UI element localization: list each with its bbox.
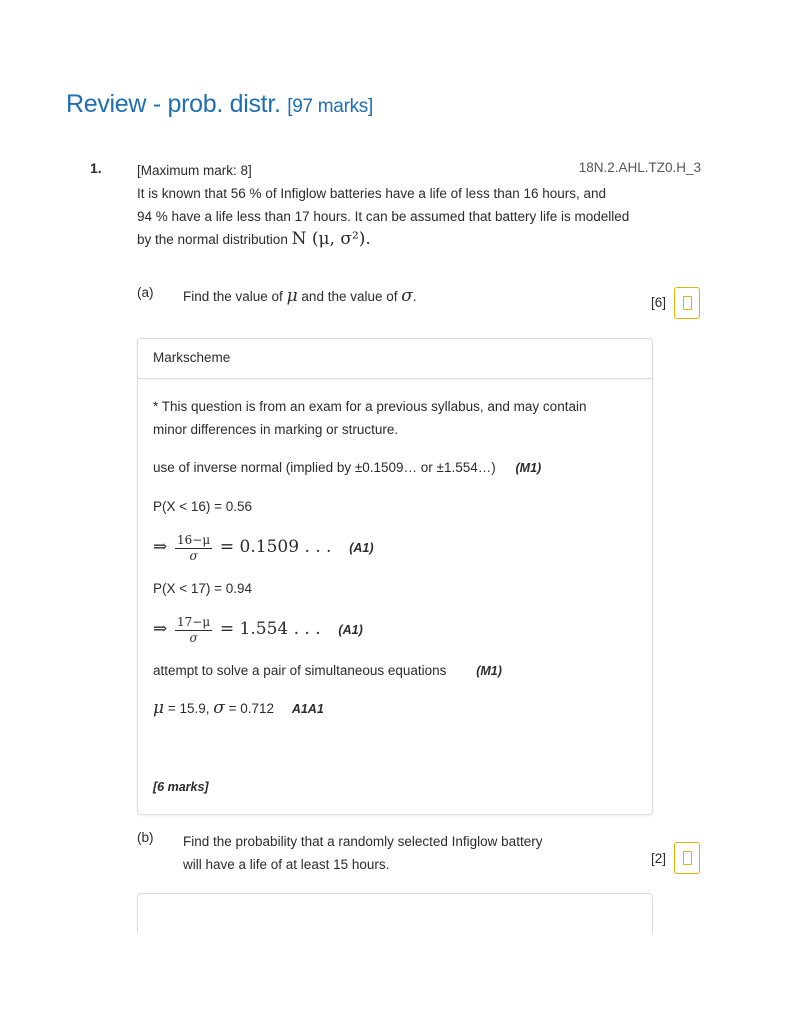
stem-line-3-math: N (μ, σ²). [291, 229, 371, 249]
markscheme-line-5-rhs: = 1.554 . . . [219, 619, 321, 639]
markscheme-note-2: minor differences in marking or structure. [153, 422, 399, 437]
part-b-text-line-1: Find the probability that a randomly selected Infiglow battery [183, 834, 543, 849]
markscheme-line-4: P(X < 17) = 0.94 [153, 581, 253, 596]
markscheme-line-3-rhs: = 0.1509 . . . [219, 537, 332, 557]
line-7-text: = 15.9, [167, 701, 210, 716]
stem-line-3 [137, 228, 677, 251]
question-code: 18N.2.AHL.TZ0.H_3 [578, 160, 701, 175]
part-a-text-end: . [412, 289, 417, 304]
fraction-1 [175, 533, 212, 564]
page-title [66, 90, 373, 119]
part-b-text [183, 830, 542, 876]
markscheme-panel [137, 338, 653, 815]
fraction-2-numerator: 17−μ [177, 614, 211, 629]
stem-line-2: 94 % have a life less than 17 hours. It can be assumed that battery life is modelled [137, 209, 630, 224]
markscheme-line-2: P(X < 16) = 0.56 [153, 499, 253, 514]
implies-arrow: ⇒ [153, 537, 168, 557]
page-title-marks: [97 marks] [287, 96, 373, 117]
part-a-mu: μ [286, 286, 298, 306]
markscheme-panel-b [137, 893, 653, 933]
markscheme-line-3-award: (A1) [349, 541, 374, 555]
markscheme-line-1-text: use of inverse normal (implied by ±0.1509… or ±1.554…) [153, 460, 496, 475]
fraction-1-denominator: σ [189, 548, 198, 563]
part-a-text-prefix: Find the value of [183, 289, 283, 304]
part-a-text-mid: and the value of [301, 289, 398, 304]
markscheme-line-1 [153, 456, 541, 480]
markscheme-line-6 [153, 659, 502, 683]
square-outline-icon [683, 851, 692, 865]
fraction-1-numerator: 16−μ [177, 532, 211, 547]
markscheme-line-3 [153, 528, 374, 567]
page-title-text: Review - prob. distr. [66, 90, 281, 118]
fraction-2 [175, 615, 212, 646]
markscheme-line-1-award: (M1) [515, 461, 542, 475]
line-7-sigma: σ [213, 698, 225, 718]
markscheme-line-5 [153, 610, 363, 649]
part-a-sigma: σ [401, 286, 413, 306]
markscheme-line-5-award: (A1) [338, 623, 363, 637]
question-number: 1. [90, 160, 102, 176]
part-b-text-line-2: will have a life of at least 15 hours. [183, 857, 390, 872]
markscheme-total: [6 marks] [153, 780, 209, 794]
question-stem [137, 159, 677, 251]
markscheme-line-7-award: A1A1 [291, 702, 324, 716]
markscheme-line-7 [153, 697, 324, 721]
fraction-2-denominator: σ [189, 630, 198, 645]
markscheme-note-1: * This question is from an exam for a previous syllabus, and may contain [153, 399, 587, 414]
part-b-marks: [2] [651, 851, 667, 866]
max-mark: [Maximum mark: 8] [137, 163, 252, 178]
implies-arrow: ⇒ [153, 619, 168, 639]
stem-line-1: It is known that 56 % of Infiglow batteries have a life of less than 16 hours, and [137, 186, 607, 201]
part-b-mark-button[interactable] [674, 842, 700, 874]
part-a-text [183, 285, 417, 308]
part-a-mark-button[interactable] [674, 287, 700, 319]
square-outline-icon [683, 296, 692, 310]
markscheme-line-6-award: (M1) [476, 664, 502, 678]
stem-line-3-text: by the normal distribution [137, 232, 288, 247]
line-7-text-2: = 0.712 [228, 701, 275, 716]
markscheme-line-6-text: attempt to solve a pair of simultaneous equations [153, 663, 447, 678]
part-a-marks: [6] [651, 295, 667, 310]
line-7-mu: μ [153, 698, 165, 718]
part-b-label: (b) [137, 830, 154, 845]
part-a-label: (a) [137, 285, 154, 300]
markscheme-header: Markscheme [138, 339, 652, 379]
